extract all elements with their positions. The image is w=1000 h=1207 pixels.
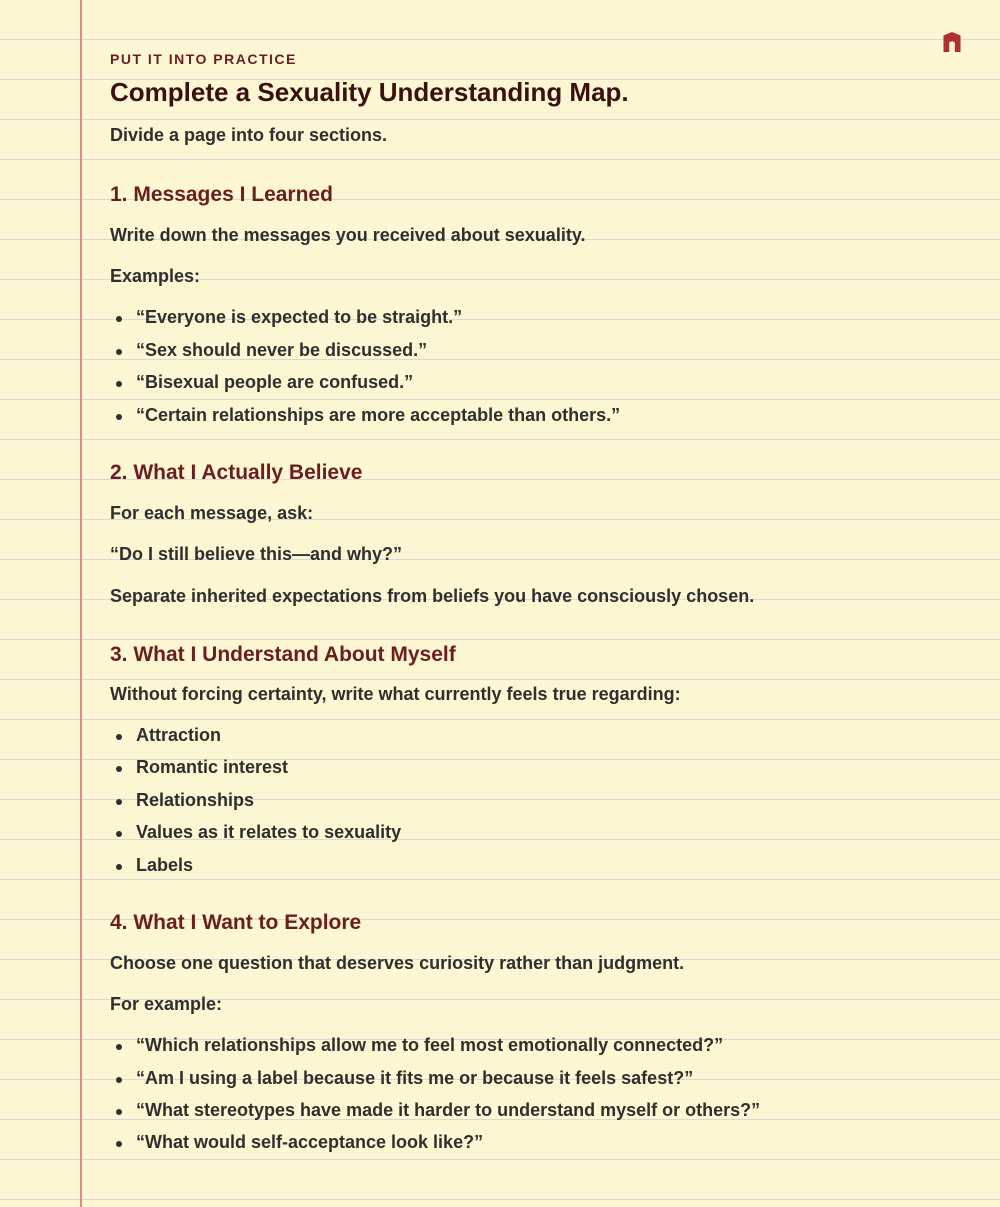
- list-item: “What would self-acceptance look like?”: [136, 1132, 484, 1152]
- section-2-paragraph: Separate inherited expectations from beliefs you have consciously chosen.: [110, 586, 755, 606]
- section-3-paragraph: Without forcing certainty, write what currently feels true regarding:: [110, 684, 681, 704]
- section-1-heading: 1. Messages I Learned: [110, 183, 333, 206]
- intro-text: Divide a page into four sections.: [110, 125, 388, 145]
- section-2-paragraph: For each message, ask:: [110, 503, 314, 523]
- section-eyebrow: PUT IT INTO PRACTICE: [110, 51, 297, 67]
- section-4-heading: 4. What I Want to Explore: [110, 911, 362, 934]
- section-4-paragraph: For example:: [110, 994, 223, 1014]
- list-item: “Which relationships allow me to feel most emotionally connected?”: [136, 1035, 724, 1055]
- shield-logo-icon: [942, 31, 962, 53]
- list-item: “Bisexual people are confused.”: [136, 372, 414, 392]
- list-item: “Am I using a label because it fits me or because it feels safest?”: [136, 1068, 694, 1088]
- list-item: Values as it relates to sexuality: [136, 822, 402, 842]
- section-1-paragraph: Write down the messages you received about sexuality.: [110, 225, 586, 245]
- list-item: Labels: [136, 855, 194, 875]
- list-item: Romantic interest: [136, 757, 289, 777]
- list-item: “Everyone is expected to be straight.”: [136, 307, 463, 327]
- section-2-paragraph: “Do I still believe this—and why?”: [110, 544, 403, 564]
- section-2-heading: 2. What I Actually Believe: [110, 461, 363, 484]
- list-item: Relationships: [136, 790, 255, 810]
- page-title: Complete a Sexuality Understanding Map.: [110, 77, 629, 107]
- notebook-margin-line: [80, 0, 82, 1207]
- list-item: Attraction: [136, 725, 221, 745]
- list-item: “What stereotypes have made it harder to understand myself or others?”: [136, 1100, 761, 1120]
- list-item: “Sex should never be discussed.”: [136, 340, 428, 360]
- section-3-heading: 3. What I Understand About Myself: [110, 643, 456, 666]
- list-item: “Certain relationships are more acceptable than others.”: [136, 405, 621, 425]
- section-4-paragraph: Choose one question that deserves curiosity rather than judgment.: [110, 953, 685, 973]
- section-1-paragraph: Examples:: [110, 266, 201, 286]
